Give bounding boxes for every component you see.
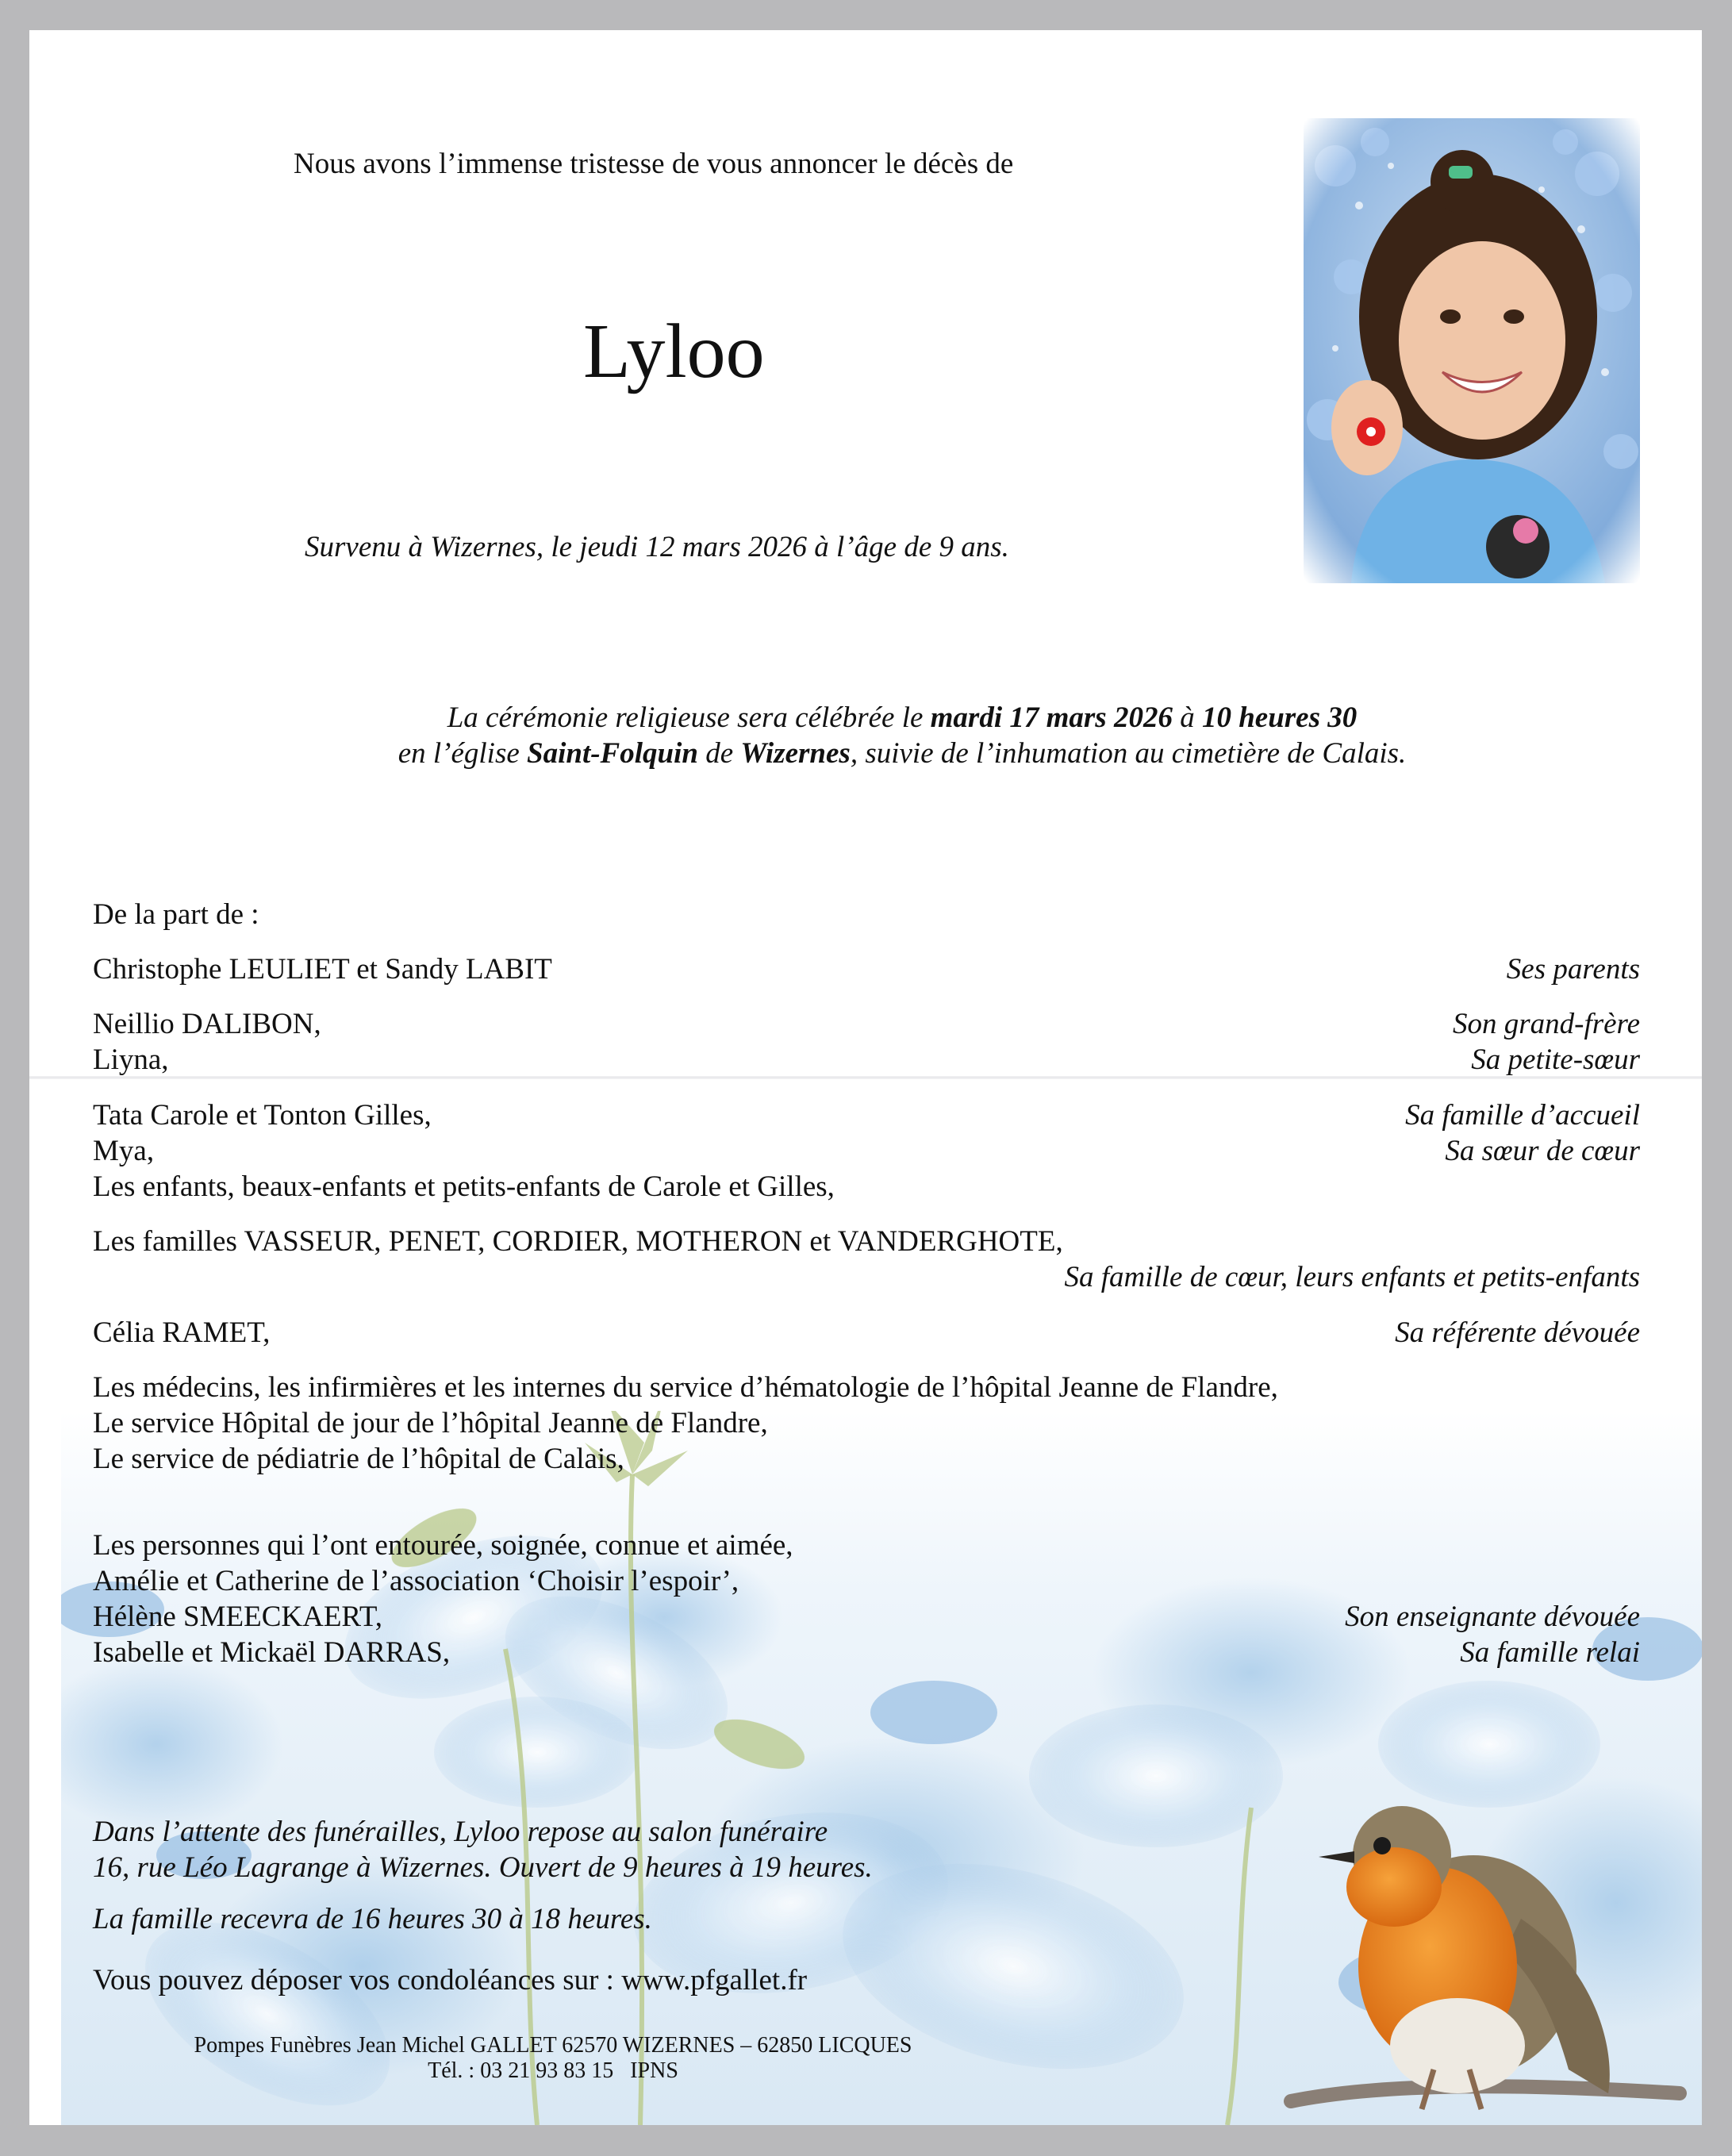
families-line: Les familles VASSEUR, PENET, CORDIER, MOTHERON et VANDERGHOTE, (93, 1225, 1063, 1258)
foster-children-line: Les enfants, beaux-enfants et petits-enfants de Carole et Gilles, (93, 1170, 835, 1203)
obituary-page (29, 30, 1702, 2125)
death-date-line: Survenu à Wizernes, le jeudi 12 mars 2026 à l’âge de 9 ans. (305, 531, 1009, 563)
sister-name: Liyna, (93, 1043, 169, 1076)
mya-role: Sa sœur de cœur (1445, 1135, 1640, 1167)
mya-name: Mya, (93, 1135, 155, 1167)
announcement-intro: Nous avons l’immense tristesse de vous annoncer le décès de (294, 148, 1014, 180)
fold-line (29, 1076, 1702, 1079)
people-line: Les personnes qui l’ont entourée, soignée, connue et aimée, (93, 1529, 793, 1562)
family-reception-line: La famille recevra de 16 heures 30 à 18 heures. (93, 1903, 652, 1935)
celia-name: Célia RAMET, (93, 1316, 271, 1349)
funeral-company-line: Pompes Funèbres Jean Michel GALLET 62570 WIZERNES – 62850 LICQUES (194, 2033, 912, 2058)
parents-role: Ses parents (1506, 953, 1640, 986)
condolences-line: Vous pouvez déposer vos condoléances sur : www.pfgallet.fr (93, 1964, 808, 1997)
funeral-home-line-1: Dans l’attente des funérailles, Lyloo repose au salon funéraire (93, 1816, 828, 1848)
foster-family-role: Sa famille d’accueil (1405, 1099, 1640, 1132)
helene-name: Hélène SMEECKAERT, (93, 1601, 382, 1633)
sister-role: Sa petite-sœur (1471, 1043, 1640, 1076)
day-hospital-line: Le service Hôpital de jour de l’hôpital Jeanne de Flandre, (93, 1407, 768, 1439)
ceremony-line-1: La cérémonie religieuse sera célébrée le mardi 17 mars 2026 à 10 heures 30 (447, 701, 1358, 734)
association-line: Amélie et Catherine de l’association ‘Choisir l’espoir’, (93, 1565, 739, 1597)
darras-role: Sa famille relai (1460, 1636, 1640, 1669)
pediatrics-line: Le service de pédiatrie de l’hôpital de Calais, (93, 1443, 624, 1475)
darras-name: Isabelle et Mickaël DARRAS, (93, 1636, 451, 1669)
funeral-home-line-2: 16, rue Léo Lagrange à Wizernes. Ouvert de 9 heures à 19 heures. (93, 1851, 873, 1884)
helene-role: Son enseignante dévouée (1345, 1601, 1640, 1633)
doctors-line: Les médecins, les infirmières et les internes du service d’hématologie de l’hôpital Jeanne de Flandre, (93, 1371, 1278, 1404)
brother-role: Son grand-frère (1452, 1008, 1640, 1040)
foster-family-names: Tata Carole et Tonton Gilles, (93, 1099, 432, 1132)
deceased-name: Lyloo (583, 309, 765, 394)
celia-role: Sa référente dévouée (1395, 1316, 1640, 1349)
brother-name: Neillio DALIBON, (93, 1008, 321, 1040)
flower-background-illustration (61, 1411, 1702, 2125)
ceremony-line-2: en l’église Saint-Folquin de Wizernes, suivie de l’inhumation au cimetière de Calais. (397, 737, 1407, 770)
parents-names: Christophe LEULIET et Sandy LABIT (93, 953, 552, 986)
families-role: Sa famille de cœur, leurs enfants et petits-enfants (1064, 1261, 1640, 1293)
portrait-photo (1304, 118, 1640, 583)
funeral-company-phone: Tél. : 03 21 93 83 15 IPNS (428, 2058, 678, 2083)
family-heading: De la part de : (93, 898, 259, 931)
